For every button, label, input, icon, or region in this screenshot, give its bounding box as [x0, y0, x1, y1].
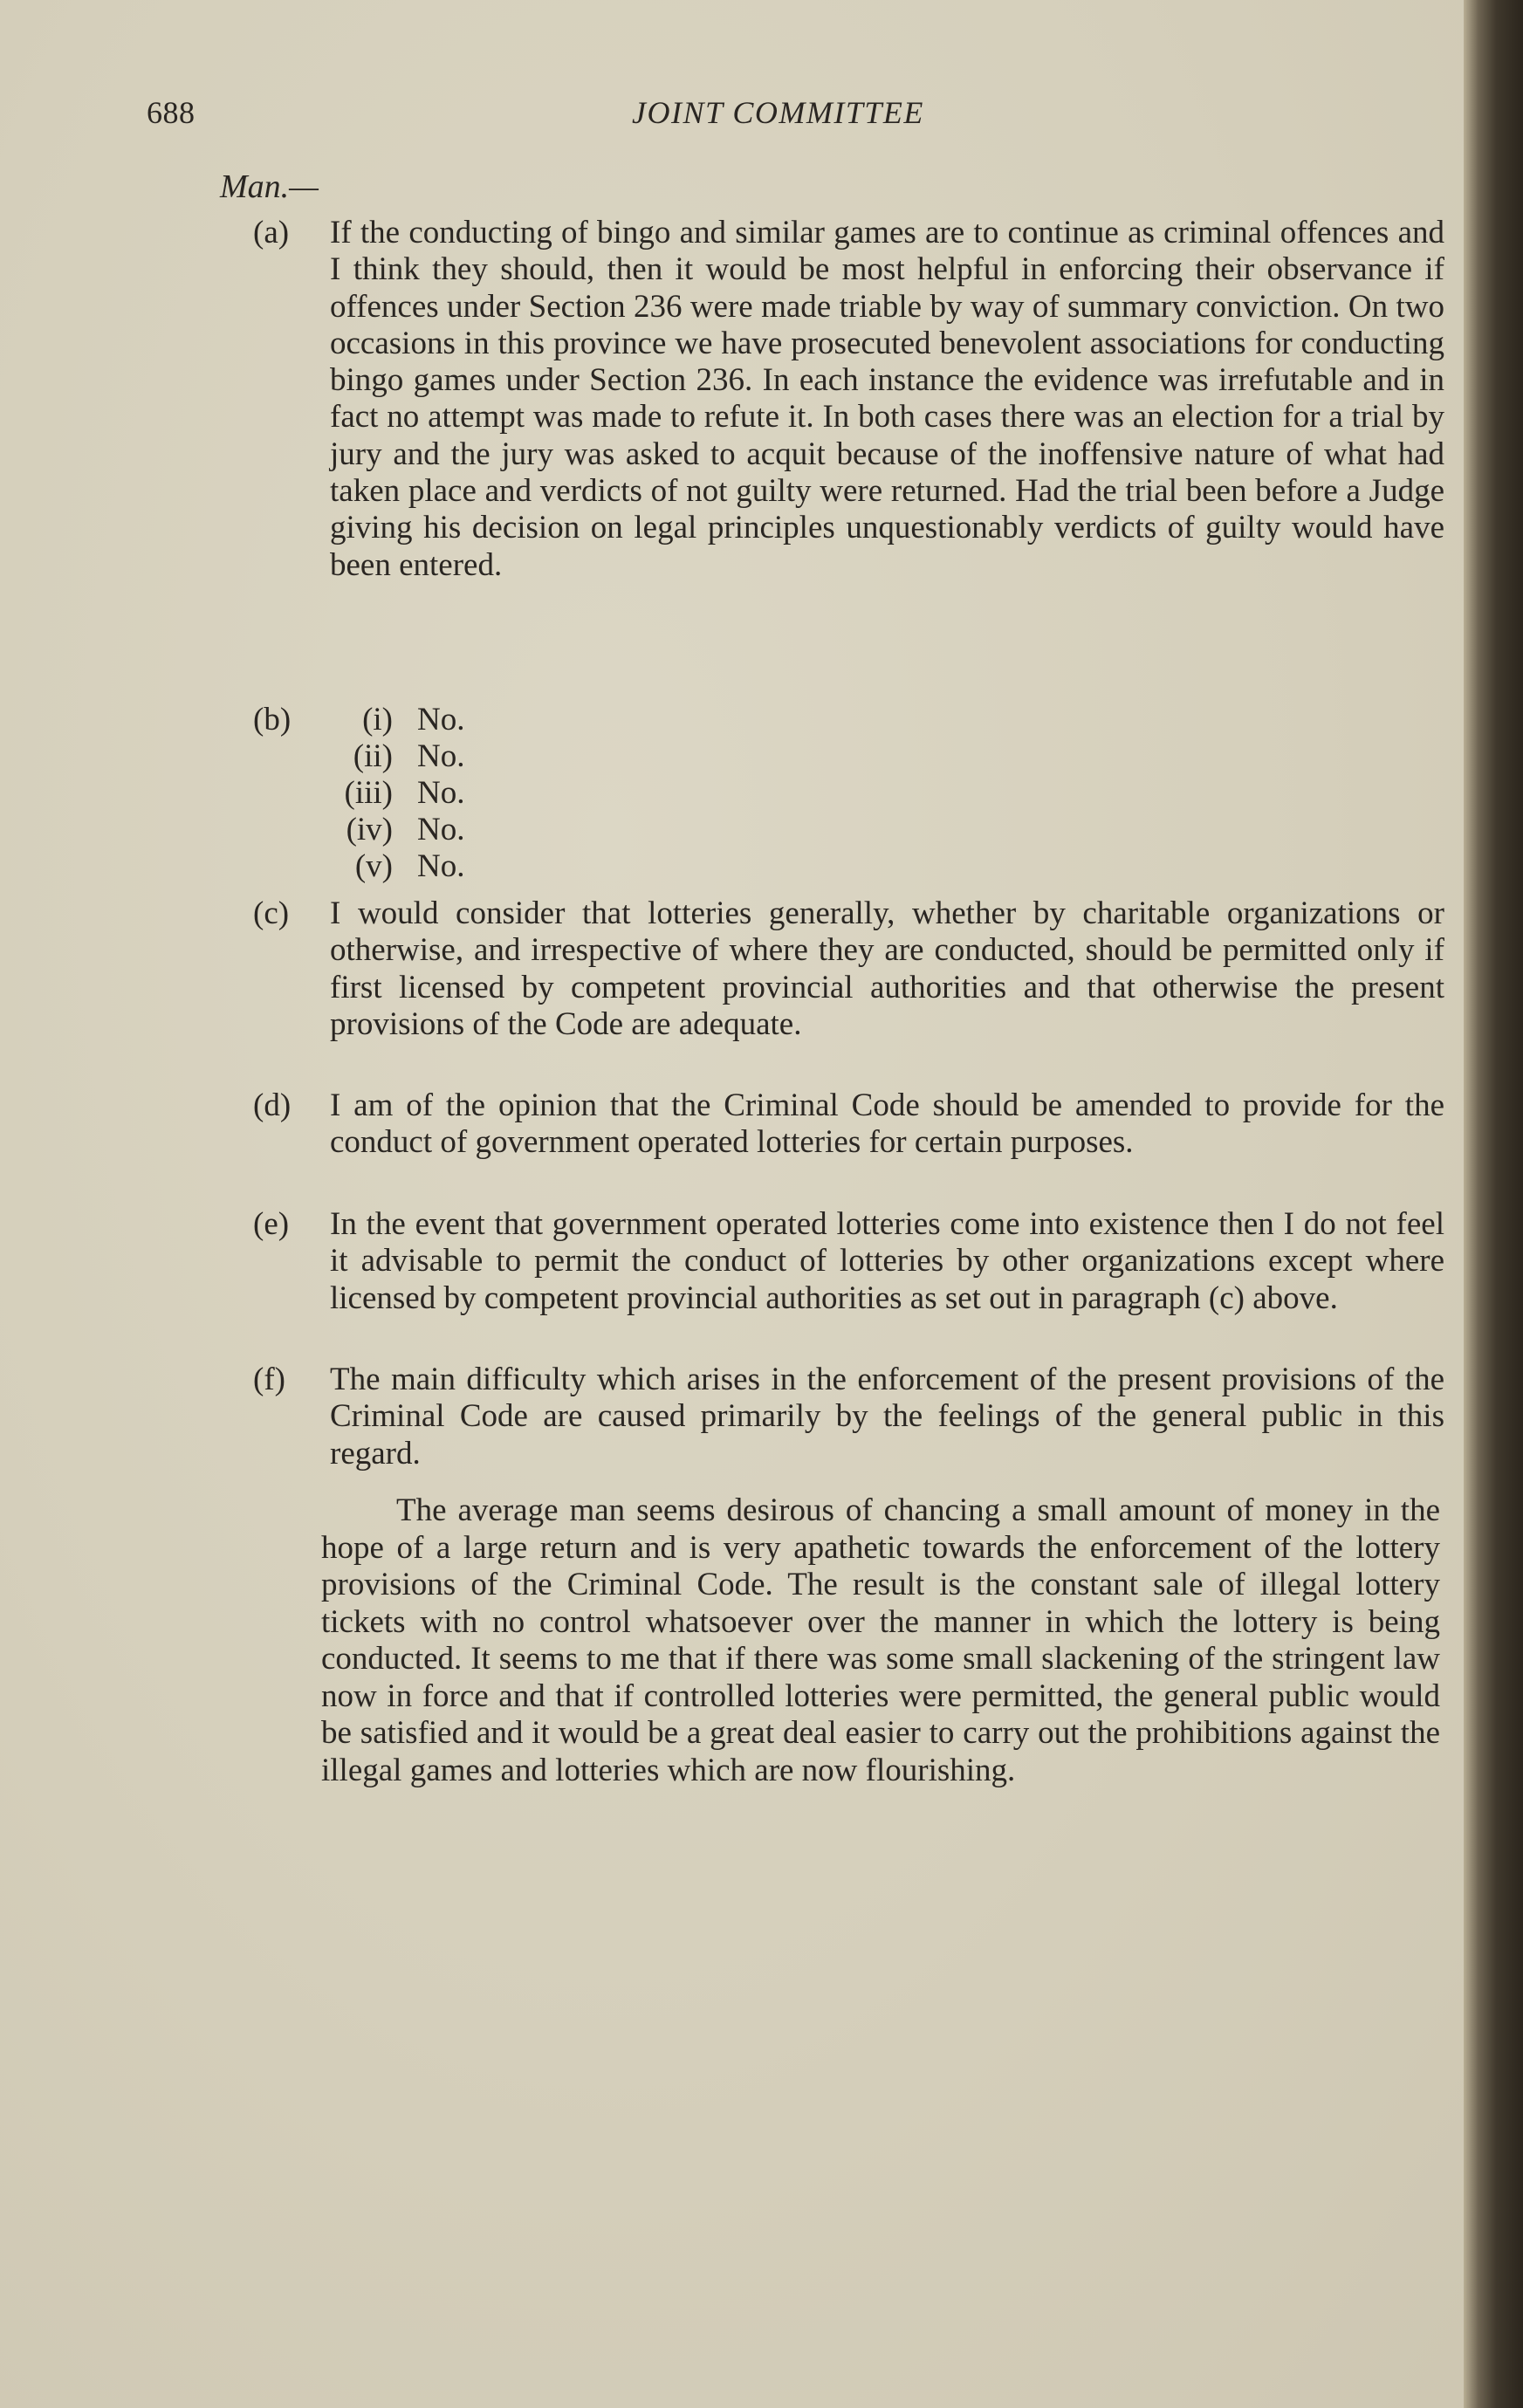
answer-a-text: If the conducting of bingo and similar games are to continue as criminal offences and I think they should, then it would be most helpful in enforcing their observance if offences under Section 236 were made triable by way of summary conviction. On two occasions in this province we have prosecuted benevolent associations for conducting bingo games under Section 236. In each instance the evidence was irrefutable and in fact no attempt was made to refute it. In both cases there was an election for a trial by jury and the jury was asked to acquit because of the inoffensive nature of what had taken place and verdicts of not guilty were returned. Had the trial been before a Judge giving his decision on legal principles unquestionably verdicts of guilty would have been entered.	[330, 215, 1444, 583]
answer-a	[253, 215, 1444, 584]
answer-b-label: (b)	[253, 702, 292, 737]
closing-paragraph: The average man seems desirous of chancing a small amount of money in the hope of a large return and is very apathetic towards the enforcement of the lottery provisions of the Criminal Code. The result is the constant sale of illegal lottery tickets with no control whatsoever over the manner in which the lottery is being conducted. It seems to me that if there was some small slackening of the stringent law now in force and that if controlled lotteries were permitted, the general public would be satisfied and it would be a great deal easier to carry out the prohibitions against the illegal games and lotteries which are now flourishing.	[321, 1492, 1440, 1788]
answer-b-item-number: (i)	[362, 702, 393, 737]
speaker-label: Man.—	[220, 168, 319, 205]
page-number: 688	[147, 95, 196, 130]
answer-e-label: (e)	[253, 1206, 290, 1242]
answer-d-label: (d)	[253, 1087, 292, 1123]
answer-b-item-number: (v)	[354, 848, 393, 884]
answer-b-item-number: (iii)	[344, 775, 393, 811]
answer-f-text: The main difficulty which arises in the enforcement of the present provisions of the Criminal Code are caused primarily by the feelings of the general public in this regard.	[330, 1362, 1444, 1472]
answer-c-label: (c)	[253, 895, 290, 931]
answer-d-text: I am of the opinion that the Criminal Code should be amended to provide for the conduct of government operated lotteries for certain purposes.	[330, 1087, 1444, 1161]
answer-e	[253, 1206, 1444, 1317]
answer-b-item-number: (iv)	[346, 812, 393, 847]
answer-a-label: (a)	[253, 215, 290, 250]
answer-d	[253, 1087, 1444, 1162]
answer-f	[253, 1362, 1444, 1472]
answer-e-text: In the event that government operated lotteries come into existence then I do not feel it advisable to permit the conduct of lotteries by other organizations except where licensed by competent provincial authorities as set out in paragraph (c) above.	[330, 1206, 1444, 1316]
answer-b-item-number: (ii)	[353, 738, 393, 774]
answer-f-label: (f)	[253, 1362, 285, 1397]
running-head: JOINT COMMITTEE	[632, 95, 924, 130]
answer-c	[253, 895, 1444, 1043]
book-spine-shadow	[1464, 0, 1523, 2408]
answer-c-text: I would consider that lotteries generally, whether by charitable organizations or otherwise, and irrespective of where they are conducted, should be permitted only if first licensed by competent provincial authorities and that otherwise the present provisions of the Code are adequate.	[330, 895, 1444, 1042]
